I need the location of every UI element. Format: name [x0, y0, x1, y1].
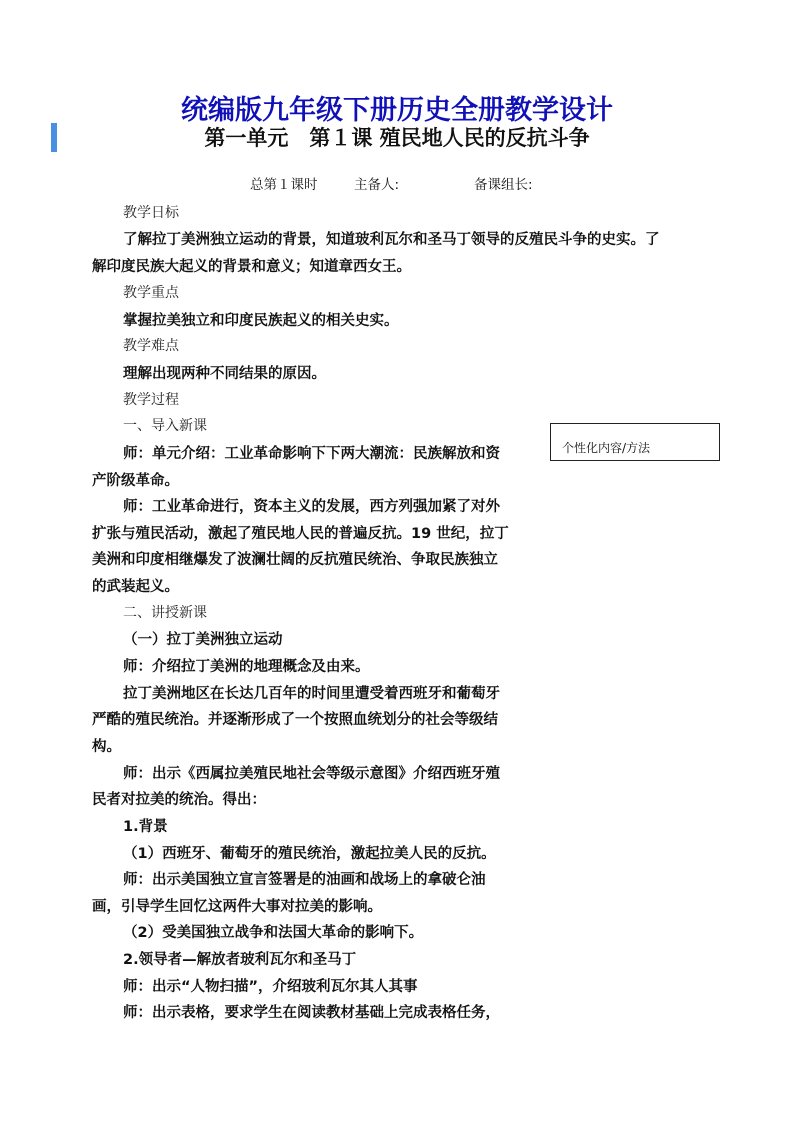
lesson-title: 第一单元 第１课 殖民地人民的反抗斗争 — [204, 125, 590, 150]
paragraph-line: 拉丁美洲地区在长达几百年的时间里遭受着西班牙和葡萄牙 — [123, 686, 500, 702]
paragraph-line: 理解出现两种不同结果的原因。 — [123, 366, 326, 382]
total-period: 总第１课时 — [250, 177, 318, 193]
paragraph-line: （1）西班牙、葡萄牙的殖民统治，激起拉美人民的反抗。 — [123, 846, 496, 862]
page-title: 统编版九年级下册历史全册教学设计 — [181, 95, 613, 126]
paragraph-line: 解印度民族大起义的背景和意义；知道章西女王。 — [92, 259, 411, 275]
subheading-leaders: 2.领导者—解放者玻利瓦尔和圣马丁 — [123, 952, 357, 968]
paragraph-line: 师：出示“人物扫描”，介绍玻利瓦尔其人其事 — [123, 979, 418, 995]
heading-key-points: 教学重点 — [123, 285, 179, 301]
paragraph-line: 构。 — [92, 739, 121, 755]
paragraph-line: 师：出示《西属拉美殖民地社会等级示意图》介绍西班牙殖 — [123, 766, 500, 782]
paragraph-line: 美洲和印度相继爆发了波澜壮阔的反抗殖民统治、争取民族独立 — [92, 552, 498, 568]
heading-difficulties: 教学难点 — [123, 338, 179, 354]
paragraph-line: 产阶级革命。 — [92, 473, 179, 489]
paragraph-line: 掌握拉美独立和印度民族起义的相关史实。 — [123, 313, 399, 329]
paragraph-line: 师：介绍拉丁美洲的地理概念及由来。 — [123, 659, 370, 675]
paragraph-line: 严酷的殖民统治。并逐渐形成了一个按照血统划分的社会等级结 — [92, 712, 498, 728]
group-leader: 备课组长: — [474, 177, 533, 193]
paragraph-line: 民者对拉美的统治。得出： — [92, 792, 266, 808]
paragraph-line: 师：工业革命进行，资本主义的发展，西方列强加紧了对外 — [123, 499, 500, 515]
personalized-content-box — [550, 423, 720, 461]
paragraph-line: 了解拉丁美洲独立运动的背景，知道玻利瓦尔和圣马丁领导的反殖民斗争的史实。了 — [123, 232, 660, 248]
paragraph-line: 扩张与殖民活动，激起了殖民地人民的普遍反抗。19 世纪，拉丁 — [92, 526, 509, 542]
paragraph-line: （2）受美国独立战争和法国大革命的影响下。 — [123, 925, 424, 941]
heading-new-lesson: 二、讲授新课 — [123, 605, 207, 621]
paragraph-line: 的武装起义。 — [92, 579, 179, 595]
heading-process: 教学过程 — [123, 392, 179, 408]
heading-teaching-goals: 教学日标 — [123, 205, 179, 221]
paragraph-line: 师：出示美国独立宣言签署是的油画和战场上的拿破仑油 — [123, 872, 486, 888]
subheading-background: 1.背景 — [123, 819, 168, 835]
heading-intro: 一、导入新课 — [123, 418, 207, 434]
subheading-latin-america: （一）拉丁美洲独立运动 — [123, 632, 283, 648]
main-preparer: 主备人: — [354, 177, 400, 193]
paragraph-line: 师：单元介绍：工业革命影响下下两大潮流：民族解放和资 — [123, 446, 500, 462]
side-box-label: 个性化内容/方法 — [562, 441, 651, 455]
paragraph-line: 师：出示表格，要求学生在阅读教材基础上完成表格任务， — [123, 1005, 500, 1021]
paragraph-line: 画，引导学生回忆这两件大事对拉美的影响。 — [92, 899, 382, 915]
